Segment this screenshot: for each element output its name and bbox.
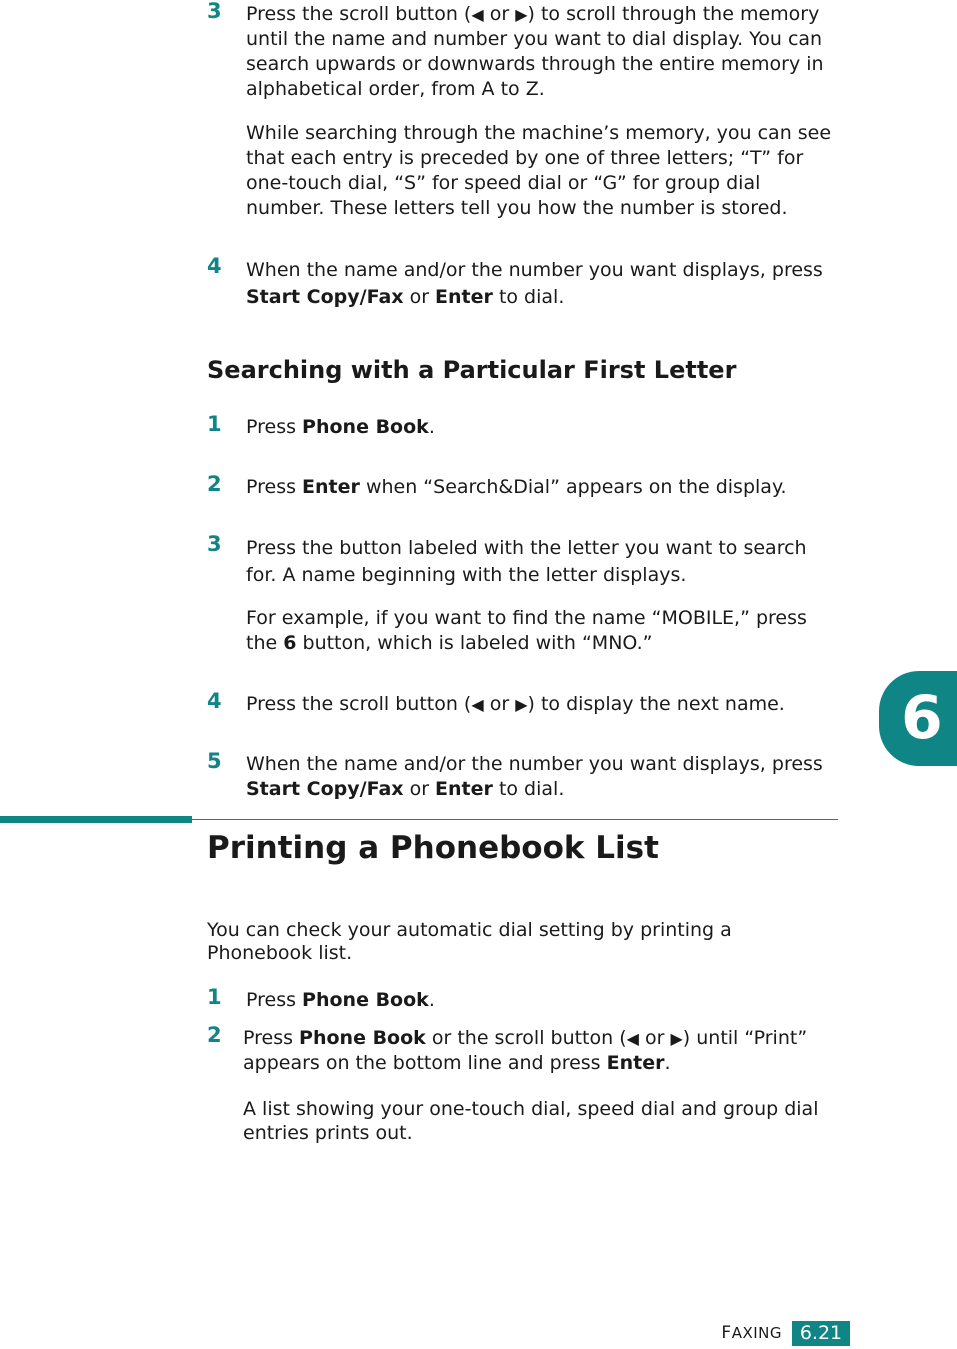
page-number: 6.21 xyxy=(792,1321,850,1346)
step-note: A list showing your one-touch dial, speed dial and group dial entries prints out. xyxy=(243,1098,819,1144)
step-1-phone-book-print xyxy=(207,985,837,1013)
section-heading-first-letter: Searching with a Particular First Letter xyxy=(207,356,737,384)
left-arrow-icon: ◀ xyxy=(626,1029,639,1048)
step-text: When the name and/or the number you want displays, press Start Copy/Fax or Enter to dial. xyxy=(246,753,823,800)
step-number: 3 xyxy=(207,0,222,23)
step-5-dial xyxy=(207,749,837,802)
step-text: Press the button labeled with the letter you want to search for. A name beginning with the letter displays. For example, if you want to find the name “MOBILE,” press the 6 button, which is labeled with “MNO.” xyxy=(246,537,807,654)
step-number: 2 xyxy=(207,1023,222,1047)
right-arrow-icon: ▶ xyxy=(515,695,528,714)
step-number: 2 xyxy=(207,472,222,496)
step-number: 1 xyxy=(207,412,222,436)
section-heading-printing-phonebook: Printing a Phonebook List xyxy=(207,830,659,866)
step-1-phone-book xyxy=(207,412,837,440)
intro-paragraph: You can check your automatic dial setting by printing a Phonebook list. xyxy=(207,919,732,964)
step-text: Press Phone Book. xyxy=(246,416,435,438)
right-arrow-icon: ▶ xyxy=(515,5,528,24)
right-arrow-icon: ▶ xyxy=(670,1029,683,1048)
section-rule-thin xyxy=(192,819,838,820)
left-arrow-icon: ◀ xyxy=(471,5,484,24)
step-number: 4 xyxy=(207,689,222,713)
step-number: 5 xyxy=(207,749,222,773)
step-number: 4 xyxy=(207,254,222,278)
left-arrow-icon: ◀ xyxy=(471,695,484,714)
step-text: Press the scroll button (◀ or ▶) to scroll through the memory until the name and number you want to dial display. You can search upwards or downwards through the entire memory in alphabetical order, from A to Z. While searching through the machine’s memory, you can see that each entry is preceded by one of three letters; “T” for one-touch dial, “S” for speed dial or “G” for group dial number. These letters tell you how the number is stored. xyxy=(246,2,837,221)
chapter-tab xyxy=(879,671,957,766)
step-4-next-name xyxy=(207,689,837,717)
chapter-number: 6 xyxy=(901,683,943,753)
step-note: While searching through the machine’s memory, you can see that each entry is preceded by one of three letters; “T” for one-touch dial, “S” for speed dial or “G” for group dial number. These letters tell you how the number is stored. xyxy=(246,122,832,219)
step-number: 3 xyxy=(207,532,222,556)
step-number: 1 xyxy=(207,985,222,1009)
step-4-dial xyxy=(207,254,837,311)
step-2-print xyxy=(207,1023,837,1145)
step-2-enter xyxy=(207,472,837,500)
step-text: Press the scroll button (◀ or ▶) to display the next name. xyxy=(246,693,785,715)
step-text: Press Phone Book. xyxy=(246,989,435,1011)
section-rule-thick xyxy=(0,816,192,823)
step-text: Press Enter when “Search&Dial” appears on the display. xyxy=(246,476,787,498)
step-text: Press Phone Book or the scroll button (◀ or ▶) until “Print” appears on the bottom line and press Enter. A list showing your one-touch dial, speed dial and group dial entries prints out. xyxy=(243,1026,837,1145)
step-3-letter-button xyxy=(207,532,837,656)
step-text: When the name and/or the number you want displays, press Start Copy/Fax or Enter to dial. xyxy=(246,259,823,308)
step-3-scroll-memory xyxy=(207,2,837,221)
footer-chapter-label: FAXING xyxy=(721,1323,782,1343)
